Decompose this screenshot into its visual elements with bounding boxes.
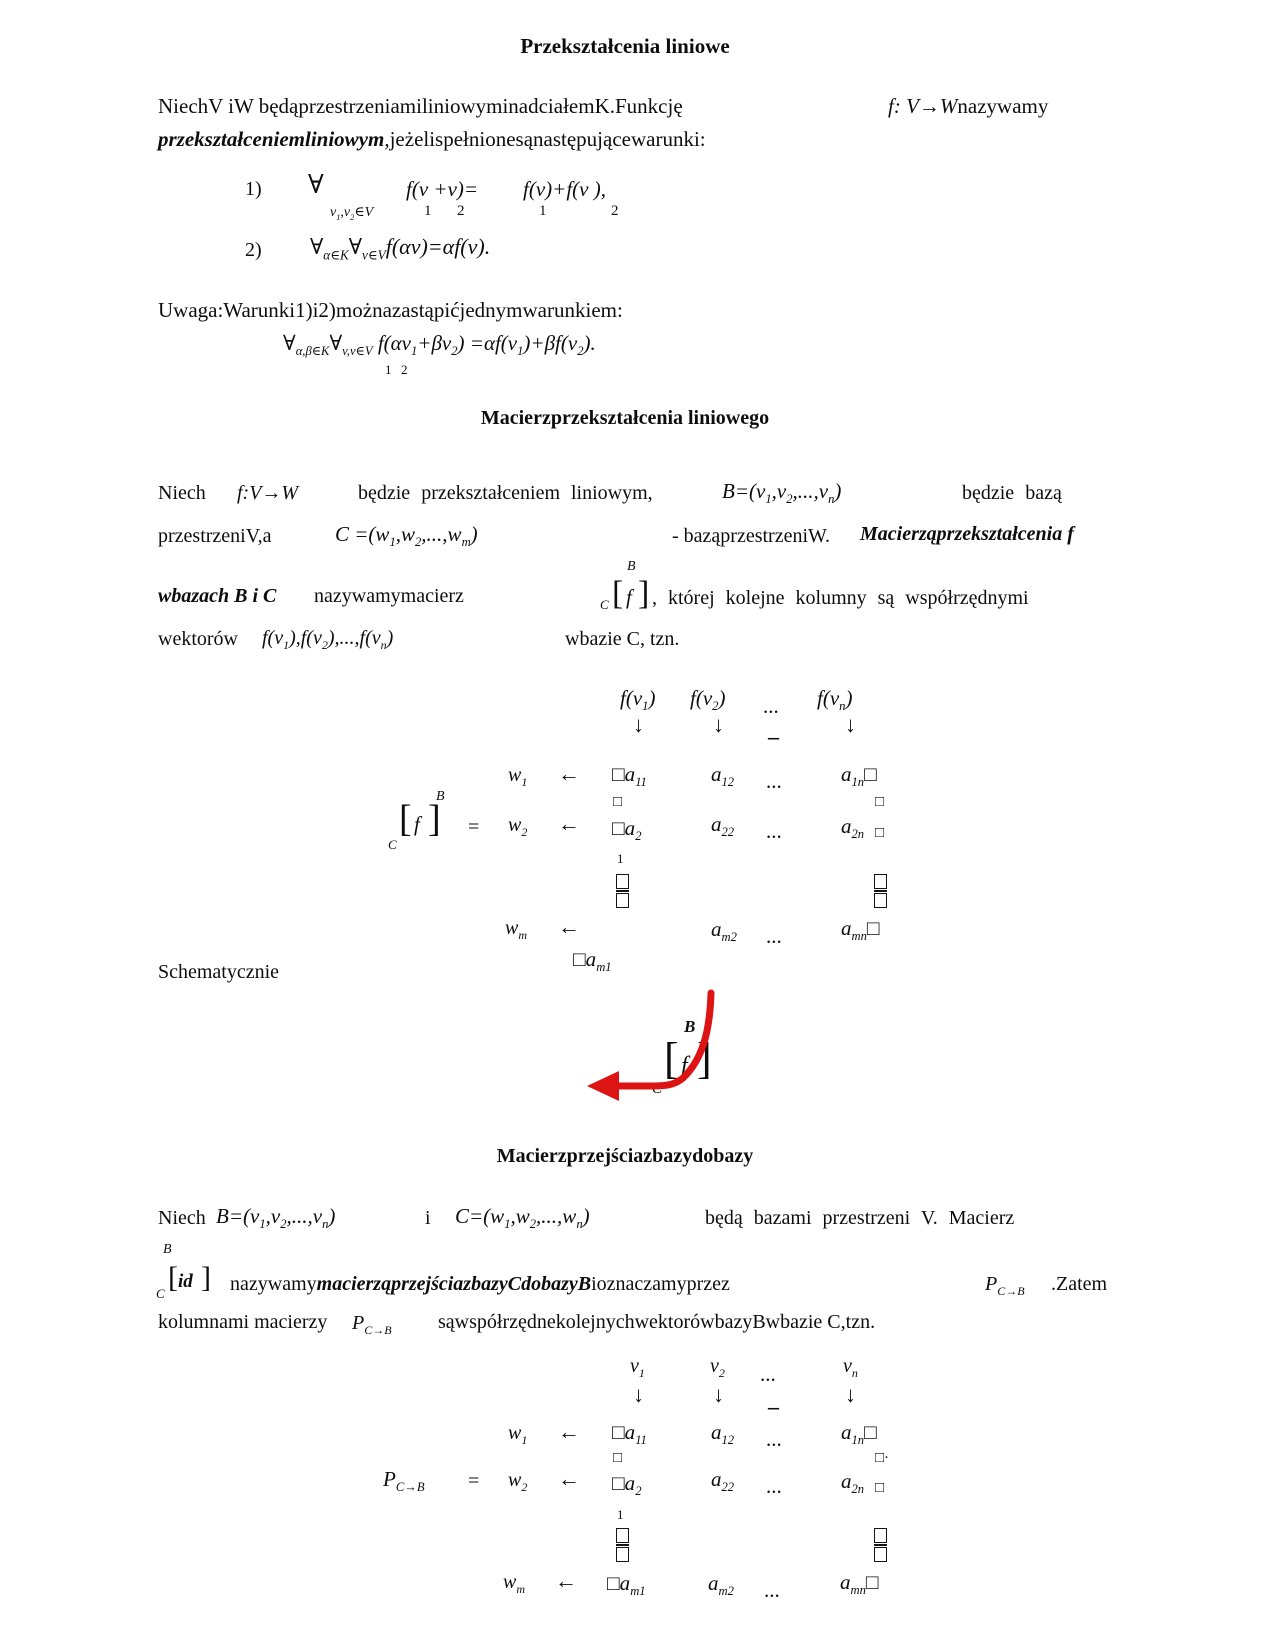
sec3-p1-text: będą bazami przestrzeni V. Macierz [705,1207,1015,1229]
sec3-p3-text1: kolumnami macierzy [158,1311,328,1333]
matrix1-cell-a12: $a_{12}$ [711,762,735,790]
matrix2-cell-a2n: $a_{2n}$ [841,1469,865,1497]
matrix1-cell-a1n: $a_{1n}□$ [841,762,877,790]
condition1-forall-icon: ∀ [308,170,324,199]
diagram-sup-B: B [684,1017,696,1036]
sec2-p2-text1: przestrzeniV,a [158,525,272,547]
condition1-drop-3: 1 [539,203,547,219]
matrix2-header-dots: ... [760,1362,776,1386]
matrix1-equals: = [468,816,480,838]
sec3-p1-niech: Niech [158,1207,206,1229]
matrix2-rowm-left-arrow: ← [555,1568,577,1593]
sec3-p2-oznaczamy: ioznaczamyprzez [591,1273,730,1295]
matrix2-cell-a11: $□a_{11}$ [612,1420,647,1448]
matrix1-name-bracket-right: ] [428,798,441,840]
matrix2-row1-label: $w_1$ [508,1422,528,1447]
sec2-p4-text1: wektorów [158,628,238,650]
matrix2-row2-box-topright: □· [875,1450,890,1466]
matrix2-cell-am1: $□a_{m1}$ [607,1571,646,1599]
matrix1-name-sup-B: B [436,789,445,804]
matrix1-rowm-label: $w_m$ [505,917,528,942]
schematycznie-label: Schematycznie [158,961,280,983]
matrix1-down-arrow-3: ↓ [845,712,856,737]
condition1-rhs: f(v)+f(v ), [523,177,606,201]
sec2-p3-text1: nazywamymacierz [314,585,464,607]
matrix1-header-col1: $f(v_1)$ [620,686,656,714]
matrix1-row2-left-arrow: ← [558,811,580,836]
diagram-bracket-right: ] [697,1034,712,1083]
matrix1-header-dots: ... [763,694,779,718]
sec2-p1-text1: będzie przekształceniem liniowym, [358,482,653,504]
sec2-p1-text2: będzie bazą [962,482,1062,504]
matrix1-cell-a22: $a_{22}$ [711,812,735,840]
matrix1-cell-a2: $□a_2$ [612,816,642,844]
matrix2-down-arrow-2: ↓ [713,1382,724,1407]
matrix2-row2-one: 1 [617,1507,624,1522]
matrix2-name-P: $P_{C\to B}$ [383,1467,425,1495]
matrix2-cell-a1n: $a_{1n}□$ [841,1420,877,1448]
matrix2-cell-am2: $a_{m2}$ [708,1571,734,1599]
sec3-p2-nazywamy: nazywamy [230,1273,317,1295]
intro-nazywamy: nazywamy [957,94,1049,118]
matrix1-name-f: f [414,812,420,836]
sec3-p1-basisB: $B=(v_1,v_2,...,v_n)$ [216,1204,336,1232]
matrix1-row2-label: $w_2$ [508,814,528,839]
matrix1-row2-box-bottomright: □ [875,825,885,841]
sec3-p2-bracket-left: [ [168,1261,178,1294]
matrix2-rowm-dots: ... [764,1578,780,1602]
matrix1-row1-label: $w_1$ [508,764,528,789]
sec2-p2-bold: Macierząprzekształcenia f [860,523,1074,545]
matrix2-cell-a22: $a_{22}$ [711,1467,735,1495]
sec3-p2-zatem: .Zatem [1051,1273,1108,1295]
matrix1-dash: – [768,724,779,749]
matrix2-cell-amn: $a_{mn}□$ [840,1570,879,1598]
matrix2-equals: = [468,1470,480,1492]
matrix2-missing-glyph-vdots-right [874,1528,887,1562]
matrix1-name-sub-C: C [388,837,397,852]
document-title: Przekształcenia liniowe [520,34,730,58]
matrix1-row2-one: 1 [617,851,624,866]
matrix1-cell-amn: $a_{mn}□$ [841,916,880,944]
matrix1-header-col2: $f(v_2)$ [690,686,726,714]
matrix2-row1-left-arrow: ← [558,1419,580,1444]
sec3-p2-P-symbol: $P_{C\to B}$ [985,1273,1025,1298]
matrix1-row2-box-top: □ [613,794,623,810]
condition1-lhs: f(v +v)= [406,177,479,201]
sec3-p3-P-symbol: $P_{C\to B}$ [352,1312,392,1337]
intro-line1-function [888,96,1048,118]
matrix2-down-arrow-1: ↓ [633,1382,644,1407]
sec2-p2-text2: - baząprzestrzeniW. [672,525,831,547]
matrix2-row2-label: $w_2$ [508,1469,528,1494]
matrix2-cell-a2: $□a_2$ [612,1471,642,1499]
sec3-p2-line [230,1274,730,1295]
sec3-p2-sup-B: B [163,1242,172,1257]
sec2-p1-fmap: f:V→W [237,482,299,504]
condition1-drop-2: 2 [457,203,465,219]
sec2-p3-matrix-sup-B: B [627,559,636,574]
sec3-p2-id: id [178,1271,193,1292]
condition1-domain: $v_1,v_2\in V$ [330,205,374,222]
sec2-p3-matrix-sub-C: C [600,597,609,612]
matrix1-row2-box-topright: □ [875,794,885,810]
sec2-p3-bracket-right: ] [638,575,650,612]
matrix2-dash: – [768,1394,779,1419]
sec2-p1-basisB: $B=(v_1,v_2,...,v_n)$ [722,479,842,507]
matrix1-missing-glyph-vdots-right [874,874,887,908]
matrix2-rowm-label: $w_m$ [503,1571,526,1596]
diagram-f: f [681,1053,688,1079]
condition2-number: 2) [245,239,262,261]
matrix2-down-arrow-3: ↓ [845,1382,856,1407]
matrix1-cell-am1-below: $□a_{m1}$ [573,947,612,975]
sec3-p3-text2: sąwspółrzędnekolejnychwektorówbazyBwbazie C,tzn. [438,1311,876,1333]
sec2-p2-basisC: $C =(w_1,w_2,...,w_m)$ [335,522,478,550]
matrix1-row1-dots: ... [766,769,782,793]
condition1-drop-1: 1 [424,203,432,219]
matrix2-row2-dots: ... [766,1474,782,1498]
sec3-p1-basisC: $C=(w_1,w_2,...,w_n)$ [455,1204,590,1232]
matrix2-header-col2: $v_2$ [710,1355,725,1380]
note-drop-1: 1 [385,362,392,377]
matrix1-down-arrow-1: ↓ [633,712,644,737]
section2-title: Macierzprzekształcenia liniowego [480,407,770,429]
matrix2-header-col1: $v_1$ [630,1355,645,1380]
matrix1-cell-a2n: $a_{2n}$ [841,814,865,842]
sec3-p2-sub-C: C [156,1286,165,1301]
matrix2-missing-glyph-vdots-left [616,1528,629,1562]
sec3-p2-bold: macierząprzejściazbazyCdobazyB [316,1273,592,1295]
condition1-drop-4: 2 [611,203,619,219]
sec2-p3-text2: , której kolejne kolumny są współrzędnymi [652,587,1029,609]
matrix1-name-bracket-left: [ [399,798,412,840]
intro-line2 [158,129,706,151]
matrix2-header-coln: $v_n$ [843,1355,858,1380]
sec3-p1-i: i [425,1207,431,1229]
sec2-p4-vectors: $f(v_1),f(v_2),...,f(v_n)$ [262,627,394,652]
sec2-p3-bold: wbazach B i C [158,585,277,607]
section3-title: Macierzprzejściazbazydobazy [496,1145,754,1167]
condition1-number: 1) [245,178,262,200]
intro-line2-bold: przekształceniemliniowym [158,127,385,151]
matrix2-row2-box-top: □ [613,1450,623,1466]
intro-line2-rest: ,jeżelispełnionesąnastępującewarunki: [384,127,706,151]
matrix2-row2-left-arrow: ← [558,1466,580,1491]
condition2-formula: $\forall_{\alpha\in K}\forall_{v\in V}f(\alpha v)=\alpha f(v)$. [310,234,491,263]
intro-line1-text: NiechV iW będąprzestrzeniamiliniowyminadciałemK.Funkcję [158,94,683,118]
intro-f-map: f: V→W [888,94,958,118]
matrix1-row1-left-arrow: ← [558,761,580,786]
note-drop-2: 2 [401,362,408,377]
matrix1-cell-a11: $□a_{11}$ [612,762,647,790]
matrix2-row2-box-bottomright: □ [875,1480,885,1496]
matrix1-header-coln: $f(v_n)$ [817,686,853,714]
matrix1-down-arrow-2: ↓ [713,712,724,737]
sec3-p2-bracket-right: ] [201,1261,211,1294]
sec2-p3-matrix-f: f [626,585,632,609]
note-formula: $\forall_{\alpha,\beta\in K}\forall_{v,v\in V}$ $f(\alpha v_1+\beta v_2) =\alpha f(v_1)+\beta f(v_2)$. [283,331,596,359]
matrix1-row2-dots: ... [766,819,782,843]
sec2-p4-text2: wbazie C, tzn. [565,628,680,650]
matrix1-rowm-left-arrow: ← [558,914,580,939]
sec2-p3-bracket-left: [ [612,575,624,612]
note-text: Uwaga:Warunki1)i2)możnazastąpićjednymwarunkiem: [158,298,623,322]
matrix1-cell-am2: $a_{m2}$ [711,917,737,945]
matrix1-rowm-dots: ... [766,924,782,948]
matrix2-cell-a12: $a_{12}$ [711,1420,735,1448]
matrix1-missing-glyph-vdots-left [616,874,629,908]
diagram-bracket-left: [ [664,1034,679,1083]
diagram-sub-C: C [652,1081,663,1097]
sec2-p1-niech: Niech [158,482,206,504]
matrix2-row1-dots: ... [766,1427,782,1451]
red-curved-arrow [583,983,723,1101]
